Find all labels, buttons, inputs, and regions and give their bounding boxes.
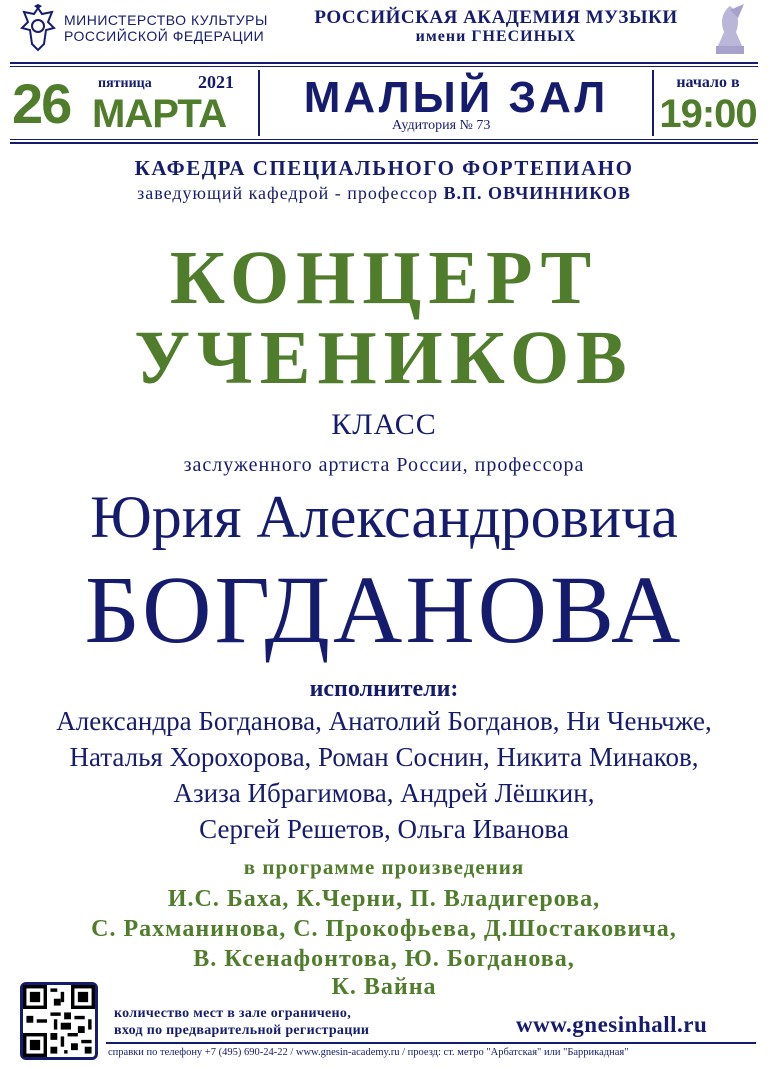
- qr-code[interactable]: [20, 982, 98, 1060]
- start-label: начало в: [676, 74, 740, 91]
- composer-line: И.С. Баха, К.Черни, П. Владигерова,: [167, 886, 601, 912]
- concert-title-line-1: КОНЦЕРТ: [169, 236, 599, 320]
- department-head-prefix: заведующий кафедрой - профессор: [137, 183, 444, 203]
- event-time: 19:00: [659, 92, 757, 136]
- composer-line: К. Вайна: [331, 974, 437, 1000]
- ministry-line-2: РОССИЙСКОЙ ФЕДЕРАЦИИ: [64, 28, 265, 44]
- event-year: 2021: [198, 72, 234, 92]
- performer-line: Александра Богданова, Анатолий Богданов, Ни Ченьчже,: [56, 706, 712, 736]
- contact-info: справки по телефону +7 (495) 690-24-22 / www.gnesin-academy.ru / проезд: ст. метро "Арбатская" или "Баррикадная": [108, 1047, 629, 1058]
- auditorium-number: Аудитория № 73: [392, 118, 491, 133]
- seats-line-1: количество мест в зале ограничено,: [114, 1006, 351, 1021]
- academy-line-1: РОССИЙСКАЯ АКАДЕМИЯ МУЗЫКИ: [314, 7, 678, 28]
- performer-line: Сергей Решетов, Ольга Иванова: [199, 814, 569, 844]
- event-month: МАРТА: [92, 92, 227, 136]
- ministry-text: [64, 12, 268, 44]
- teacher-surname: БОГДАНОВА: [84, 556, 684, 663]
- department-name: КАФЕДРА СПЕЦИАЛЬНОГО ФОРТЕПИАНО: [134, 156, 634, 180]
- department-head-name: В.П. ОВЧИННИКОВ: [443, 183, 631, 203]
- teacher-first-name: Юрия Александровича: [90, 484, 678, 550]
- seats-line-2: вход по предварительной регистрации: [114, 1023, 370, 1038]
- registration-note: [114, 1005, 369, 1039]
- class-subtitle: заслуженного артиста России, профессора: [183, 454, 585, 476]
- ministry-emblem-icon: [18, 4, 58, 54]
- composer-line: С. Рахманинова, С. Прокофьева, Д.Шостаковича,: [91, 916, 677, 942]
- class-label: КЛАСС: [331, 408, 437, 441]
- performers-label: исполнители:: [309, 676, 459, 702]
- event-weekday: пятница: [98, 76, 152, 91]
- academy-statue-icon: [708, 2, 752, 56]
- composer-line: В. Ксенафонтова, Ю. Богданова,: [193, 946, 575, 972]
- ministry-line-1: МИНИСТЕРСТВО КУЛЬТУРЫ: [64, 12, 268, 28]
- academy-text: [286, 8, 706, 46]
- event-day: 26: [12, 72, 71, 135]
- program-label: в программе произведения: [243, 855, 525, 879]
- hall-name: МАЛЫЙ ЗАЛ: [303, 73, 609, 122]
- performer-line: Азиза Ибрагимова, Андрей Лёшкин,: [173, 778, 595, 808]
- performer-line: Наталья Хорохорова, Роман Соснин, Никита Минаков,: [69, 742, 699, 772]
- academy-line-2: имени ГНЕСИНЫХ: [415, 28, 577, 45]
- concert-title-line-2: УЧЕНИКОВ: [134, 316, 634, 400]
- website-link[interactable]: www.gnesinhall.ru: [516, 1012, 708, 1037]
- department-head: [0, 183, 768, 204]
